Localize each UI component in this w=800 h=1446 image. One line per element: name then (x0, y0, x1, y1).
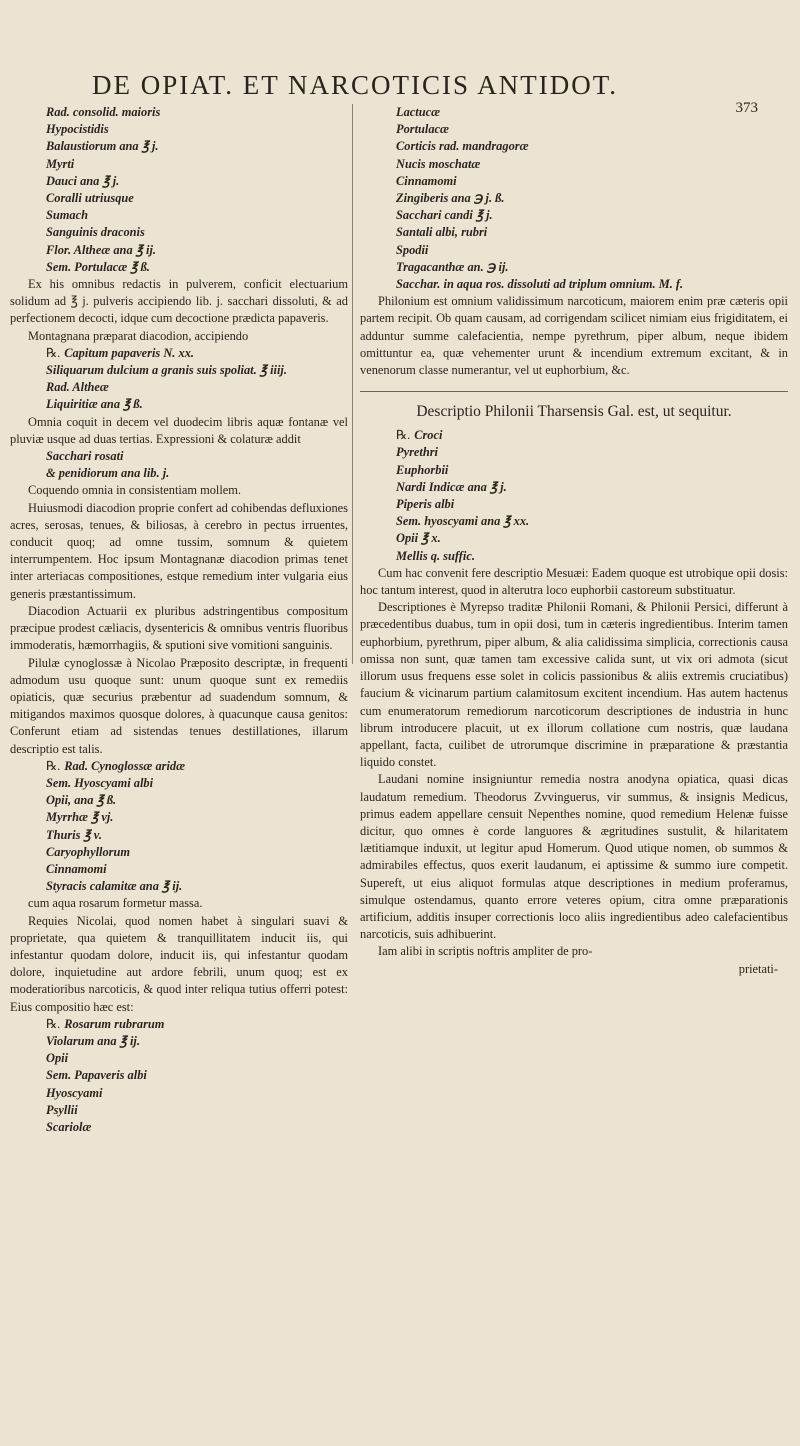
ingredient-text: Thuris ℥ v. (46, 827, 102, 842)
ingredient-text: Pyrethri (396, 445, 438, 460)
ingredient-text: Myrrhæ ℥ vj. (46, 810, 114, 825)
recipe-mark: ℞. (396, 428, 411, 443)
ingredient-text: Opii (46, 1051, 69, 1066)
ingredient-text: Sacchari candi ℥ j. (396, 208, 493, 223)
page-number: 373 (735, 100, 758, 116)
ingredient-text: Psyllii (46, 1102, 78, 1117)
ingredient-text: Capitum papaveris N. xx. (64, 345, 194, 360)
ingredient-text: Sacchari rosati (46, 449, 124, 464)
paragraph: Descriptiones è Myrepso traditæ Philonii Romani, & Philonii Persici, differunt à præcedentibus duabus, tum in opii dosi, tum in cæteris ingredientibus. Interim tamen euphorbium, pyrethrum, piper album, & alia calidissima simplicia, correctionis causa omissa non sunt, quæ tamen tam excessive calida sunt, ut vix ori admota (sicut illorum usus frequens esse solet in colicis passionibus & aliis extremis cruciatibus) faucium & vicinarum partium calamitosum excitent incendium. Has autem hactenus cum enumeratorum remediorum narcoticorum descriptiones de industria in hunc librum introducere placuit, ut ex illorum collatione cum nostris, quæ laudana appellant, facta, cuilibet de utrorumque discrimine in præparatione & præstantia liquido constet. (360, 600, 788, 770)
recipe-ingredient (360, 548, 788, 565)
recipe-ingredient (10, 173, 348, 190)
ingredient-text: Styracis calamitæ ana ℥ ij. (46, 879, 183, 894)
ingredient-text: Cinnamomi (46, 861, 107, 876)
recipe-ingredient (360, 156, 788, 173)
ingredient-text: Zingiberis ana ℈ j. ß. (396, 191, 505, 206)
recipe-ingredient (360, 242, 788, 259)
recipe-ingredient (10, 792, 348, 809)
ingredient-text: Nardi Indicæ ana ℥ j. (396, 479, 507, 494)
ingredient-text: Myrti (46, 156, 75, 171)
paragraph: Pilulæ cynoglossæ à Nicolao Præposito descriptæ, in frequenti admodum usu quoque sunt: unum quoque sunt ex remediis opiaticis, quæ securius præbentur ad suadendum somnum, & mitigandos maximos quosque dolores, à quacunque causa genitos: Conferunt etiam ad sistendas tenues destillationes, illarum descriptio est talis. (10, 655, 348, 756)
ingredient-text: Rad. consolid. maioris (46, 105, 161, 119)
recipe-ingredient (10, 758, 348, 775)
recipe-ingredient (360, 513, 788, 530)
recipe-ingredient (10, 1067, 348, 1084)
ingredient-text: Rosarum rubrarum (64, 1016, 165, 1031)
recipe-ingredient (360, 138, 788, 155)
recipe-ingredient (360, 530, 788, 547)
recipe-ingredient (360, 496, 788, 513)
recipe-ingredient (10, 1119, 348, 1136)
ingredient-text: Cinnamomi (396, 173, 457, 188)
recipe-ingredient (10, 104, 348, 121)
recipe-ingredient (10, 465, 348, 482)
ingredient-text: Santali albi, rubri (396, 225, 488, 240)
ingredient-text: Violarum ana ℥ ij. (46, 1033, 140, 1048)
recipe-ingredient (360, 427, 788, 444)
ingredient-text: Liquiritiæ ana ℥ ß. (46, 397, 143, 412)
paragraph: Requies Nicolai, quod nomen habet à singulari suavi & proprietate, qua quietem & tranquillitatem inducit iis, qui infestantur quodam dolore, inducit iis, qui infestantur quodam dolore, inquietudine aut ardore febrili, unum quoq; est ex moderatioribus narcoticis, & quod inter reliqua tutius offerri potest: Eius compositio hæc est: (10, 913, 348, 1014)
recipe-ingredient (360, 121, 788, 138)
recipe-ingredient (10, 809, 348, 826)
ingredient-text: Euphorbii (396, 462, 449, 477)
recipe-ingredient (10, 1033, 348, 1050)
ingredient-text: Sanguinis draconis (46, 225, 145, 240)
ingredient-text: Lactucæ (396, 105, 441, 119)
recipe-ingredient (10, 878, 348, 895)
recipe-ingredient (10, 224, 348, 241)
paragraph: Diacodion Actuarii ex pluribus adstringentibus compositum præcipue prodest cæliacis, dysentericis & omnibus ventris fluoribus immoderatis, hæmorrhagiis, & sputioni sive vomitioni sanguinis. (10, 603, 348, 653)
recipe-ingredient (360, 207, 788, 224)
ingredient-text: Rad. Cynoglossæ aridæ (64, 758, 186, 773)
recipe-ingredient (10, 242, 348, 259)
left-column (10, 104, 348, 1136)
ingredient-text: Siliquarum dulcium a granis suis spoliat. ℥ iiij. (46, 363, 287, 378)
recipe-ingredient (360, 479, 788, 496)
ingredient-text: Caryophyllorum (46, 844, 130, 859)
ingredient-text: Corticis rad. mandragoræ (396, 139, 529, 154)
recipe-ingredient (360, 259, 788, 276)
ingredient-text: Opii ℥ x. (396, 531, 441, 546)
paragraph: Huiusmodi diacodion proprie confert ad cohibendas defluxiones acres, serosas, tenues, & biliosas, à cerebro in pectus irruentes, conducit quoq; ad omne tussim, somnum & quietem interrumpentem. Hoc ipsum Montagnanæ diacodion primas tenet inter arteriacas compositiones, estque remedium inter vulgaria eius generis præstantissimum. (10, 500, 348, 601)
ingredient-text: Spodii (396, 242, 429, 257)
ingredient-text: Hypocistidis (46, 122, 109, 137)
paragraph: Laudani nomine insigniuntur remedia nostra anodyna opiatica, quasi dicas laudatum remedium. Theodorus Zvvinguerus, vir summus, & insignis Medicus, primus eadem appellare censuit Nepenthes nomine, quod remedium Helenæ fuisse dicitur, quo omnes è corde languores & ægritudines sustulit, & hilaritatem lætitiamque induxit, ut legitur apud Homerum. Quod utique nomen, ob summos & admirabiles effectus, quos exerit laudanum, ei aptissime & summo iure competit. Supereft, ut eius aliquot formulas atque descriptiones in medium proferamus, simulque ostendamus, quanto errore veteres opium, citra omne præparationis artificium, additis insuper correctionis loco aliis ingredientibus adeo calefacientibus narcoticis, suis adhibuerint. (360, 772, 788, 942)
recipe-ingredient (360, 224, 788, 241)
paragraph: Ex his omnibus redactis in pulverem, conficit electuarium solidum ad ℥ j. pulveris accipiendo lib. j. sacchari dissoluti, & ad perfectionem decocti, idque cum decoctione prædicta papaveris. (10, 277, 348, 326)
recipe-mark: ℞. (46, 758, 61, 773)
recipe-ingredient (10, 259, 348, 276)
section-heading: Descriptio Philonii Tharsensis Gal. est, ut sequitur. (360, 391, 788, 421)
recipe-mark: ℞. (46, 345, 61, 360)
ingredient-text: Dauci ana ℥ j. (46, 173, 120, 188)
catchword: prietati- (738, 961, 778, 976)
running-title: DE OPIAT. ET NARCOTICIS ANTIDOT. (92, 70, 618, 100)
ingredient-text: Mellis q. suffic. (396, 548, 475, 563)
ingredient-text: Sem. Portulacæ ℥ ß. (46, 259, 150, 274)
recipe-ingredient (360, 190, 788, 207)
paragraph: cum aqua rosarum formetur massa. (28, 896, 203, 911)
ingredient-text: Tragacanthæ an. ℈ ij. (396, 259, 509, 274)
recipe-ingredient (360, 104, 788, 121)
recipe-ingredient (10, 207, 348, 224)
paragraph: Coquendo omnia in consistentiam mollem. (28, 483, 242, 498)
recipe-ingredient (10, 844, 348, 861)
recipe-ingredient (10, 121, 348, 138)
ingredient-text: Nucis moschatæ (396, 156, 481, 171)
recipe-ingredient (10, 861, 348, 878)
recipe-ingredient (10, 1016, 348, 1033)
recipe-mark: ℞. (46, 1016, 61, 1031)
recipe-ingredient (10, 1102, 348, 1119)
recipe-ingredient (10, 827, 348, 844)
ingredient-text: Sacchar. in aqua ros. dissoluti ad triplum omnium. M. f. (396, 277, 684, 292)
paragraph: Montagnana præparat diacodion, accipiendo (28, 328, 249, 343)
recipe-ingredient (360, 173, 788, 190)
recipe-ingredient (360, 462, 788, 479)
paragraph: Iam alibi in scriptis noftris ampliter de pro- (378, 944, 593, 959)
recipe-ingredient (10, 138, 348, 155)
ingredient-text: Portulacæ (396, 122, 450, 137)
ingredient-text: Rad. Altheæ (46, 380, 109, 395)
recipe-ingredient (10, 448, 348, 465)
recipe-ingredient (10, 1050, 348, 1067)
column-divider (352, 104, 353, 664)
paragraph: Philonium est omnium validissimum narcoticum, maiorem enim præ cæteris opii partem recipit. Ob quam causam, ad corrigendam scilicet nimiam eius frigiditatem, ei adduntur summe calefacientia, nempe pyrethrum, piper album, neque ibidem omittuntur ea, quæ vehementer urunt & incendium extremum excitant, & in venenorum classe numerantur, vel ut euphorbium, &c. (360, 294, 788, 378)
recipe-ingredient (10, 775, 348, 792)
recipe-ingredient (10, 396, 348, 413)
recipe-ingredient (360, 276, 788, 293)
recipe-ingredient (360, 444, 788, 461)
recipe-ingredient (10, 1085, 348, 1102)
paragraph: Cum hac convenit fere descriptio Mesuæi: Eadem quoque est utrobique opii dosis: hoc tantum interest, quod in alterutra loco euphorbii castoreum substituatur. (360, 565, 788, 598)
recipe-ingredient (10, 345, 348, 362)
ingredient-text: Hyoscyami (46, 1085, 103, 1100)
ingredient-text: Scariolæ (46, 1119, 92, 1134)
ingredient-text: Croci (414, 428, 443, 443)
ingredient-text: Sem. Papaveris albi (46, 1068, 147, 1083)
ingredient-text: Flor. Altheæ ana ℥ ij. (46, 242, 156, 257)
ingredient-text: Sem. hyoscyami ana ℥ xx. (396, 514, 530, 529)
recipe-ingredient (10, 190, 348, 207)
right-column (360, 104, 788, 978)
ingredient-text: Opii, ana ℥ ß. (46, 793, 117, 808)
ingredient-text: & penidiorum ana lib. j. (46, 466, 170, 481)
recipe-ingredient (10, 156, 348, 173)
ingredient-text: Sumach (46, 208, 89, 223)
ingredient-text: Sem. Hyoscyami albi (46, 775, 154, 790)
recipe-ingredient (10, 379, 348, 396)
recipe-ingredient (10, 362, 348, 379)
ingredient-text: Piperis albi (396, 497, 455, 512)
paragraph: Omnia coquit in decem vel duodecim libris aquæ fontanæ vel pluviæ usque ad duas tertias. Expressioni & colaturæ addit (10, 414, 348, 446)
ingredient-text: Coralli utriusque (46, 191, 134, 206)
ingredient-text: Balaustiorum ana ℥ j. (46, 139, 159, 154)
